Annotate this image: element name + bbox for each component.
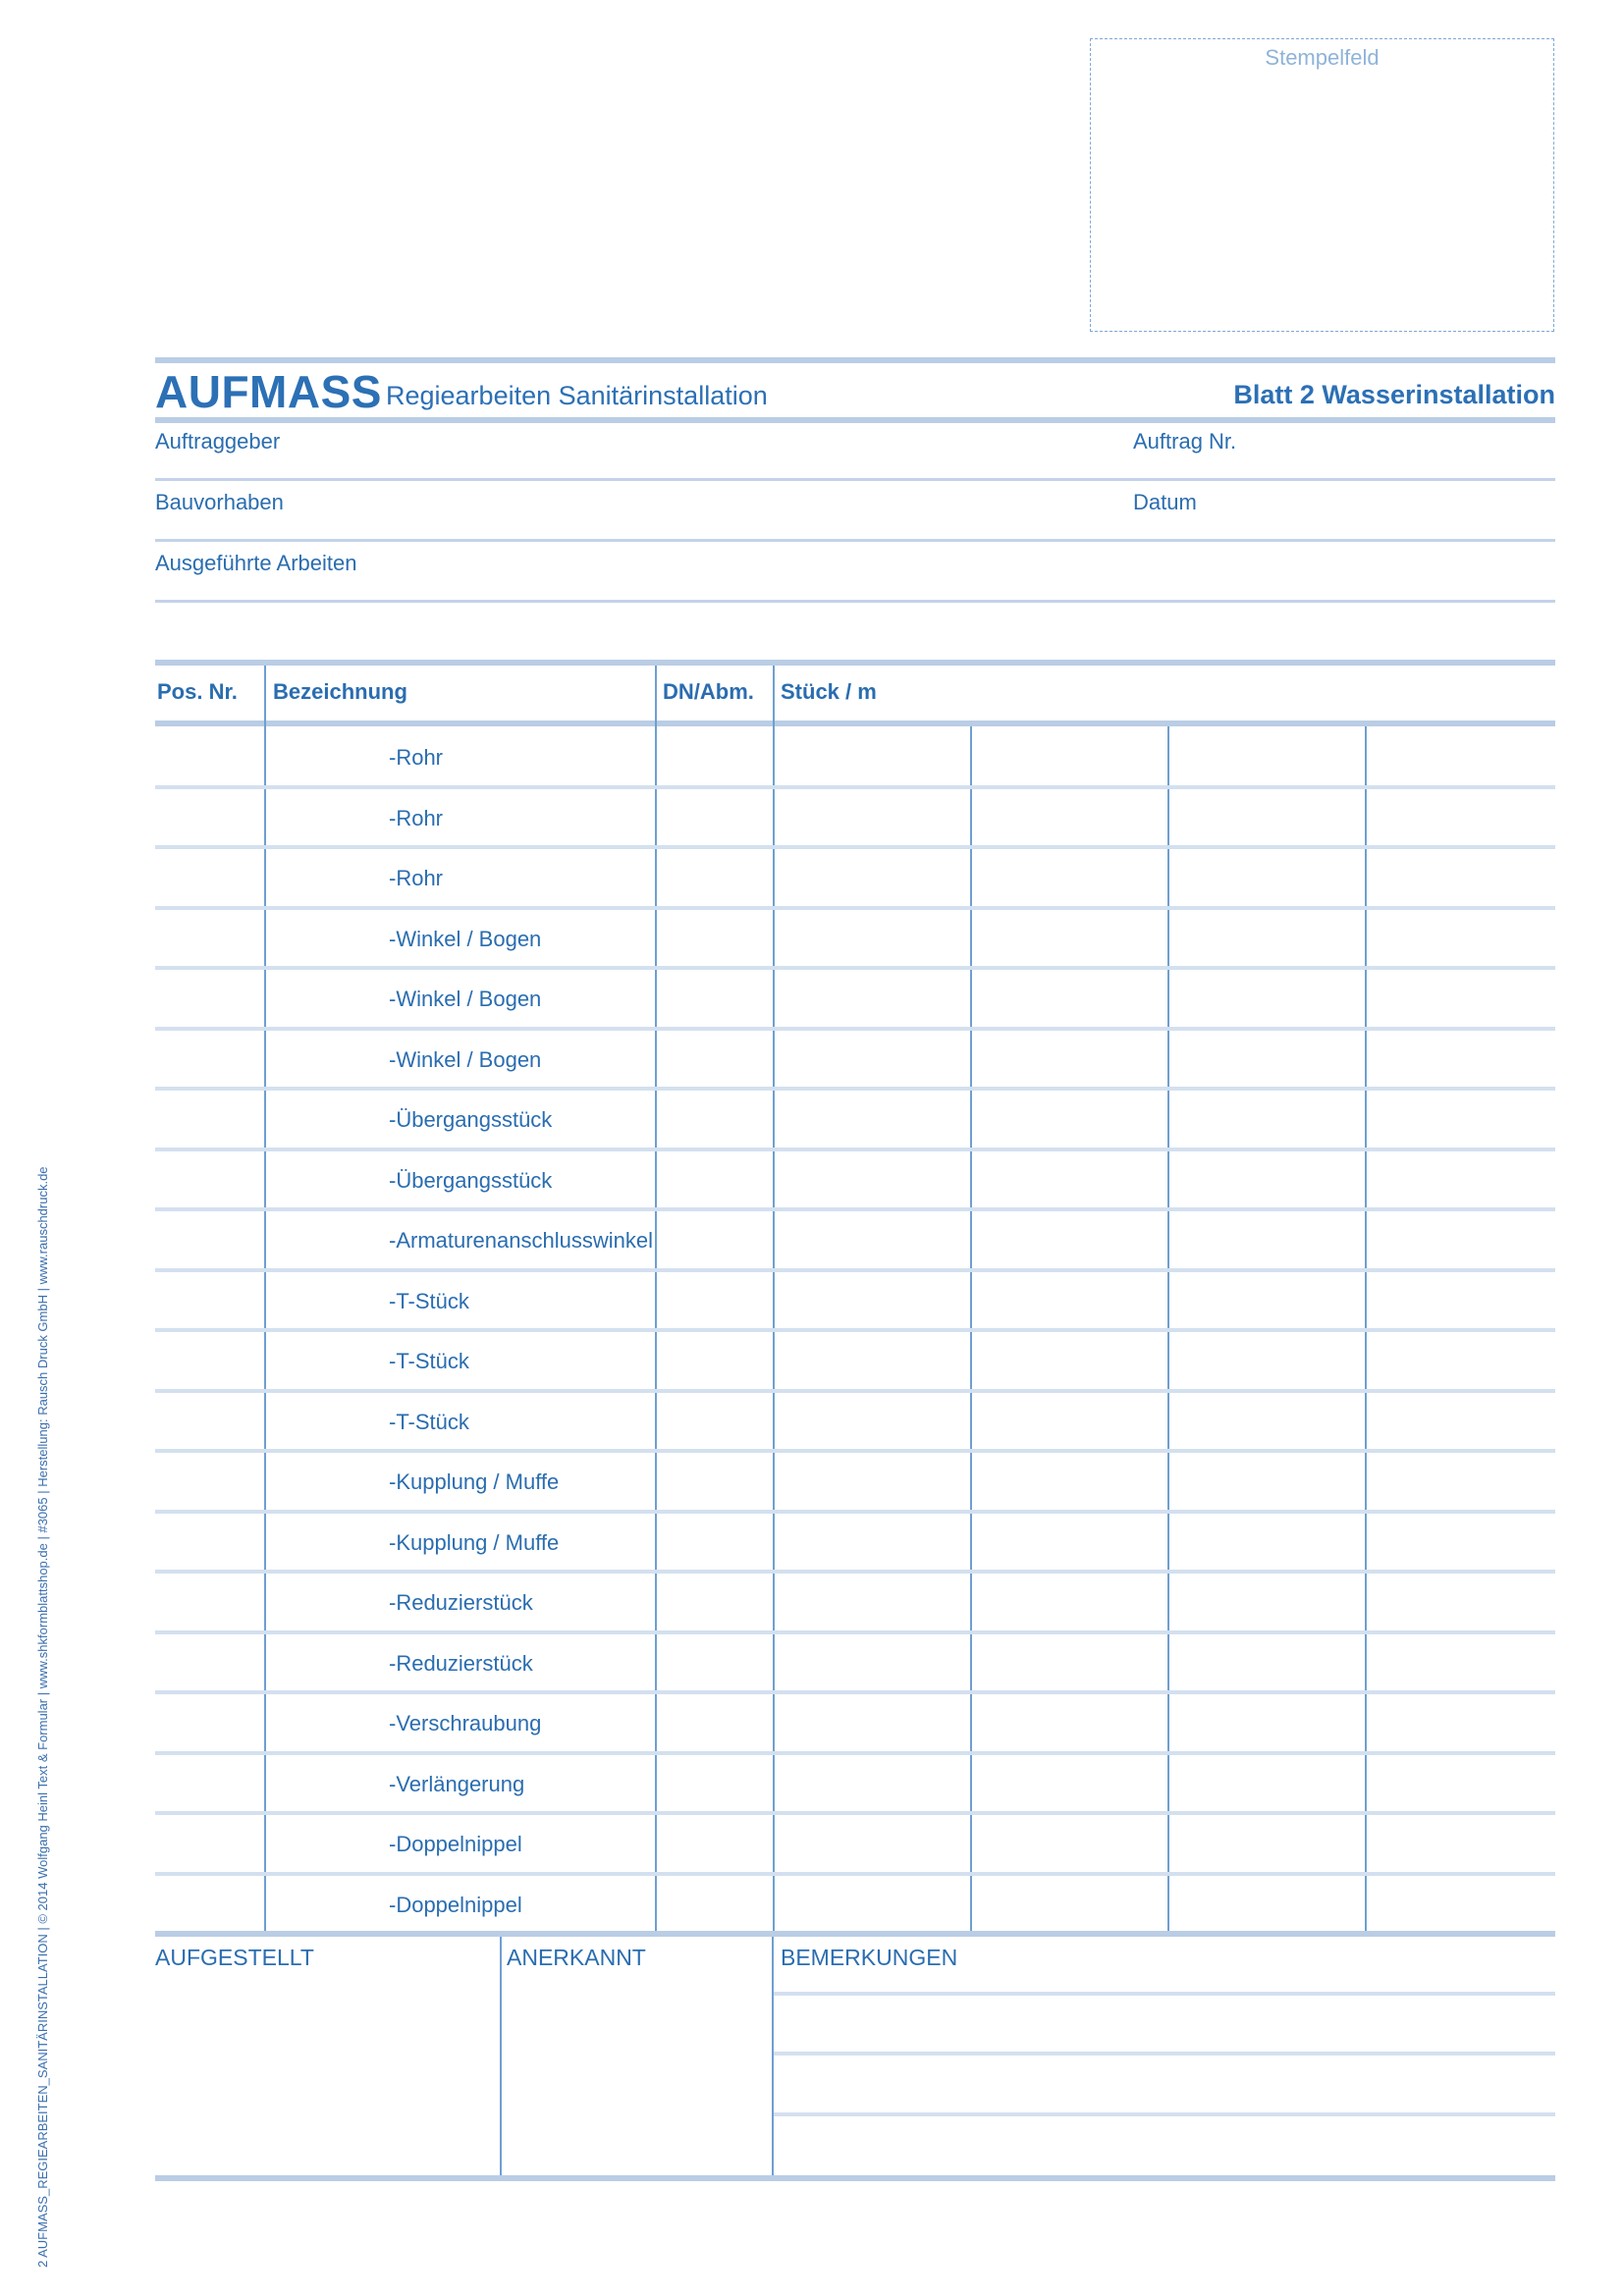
title-row <box>155 365 1555 416</box>
table-row-label: -Doppelnippel <box>389 1832 522 1856</box>
table-row-label: -Rohr <box>389 745 444 770</box>
footer-divider <box>772 1937 774 2177</box>
table-row-rule <box>155 1510 1555 1514</box>
table-row-label: -T-Stück <box>389 1409 469 1434</box>
header-top-rule <box>155 357 1555 363</box>
remarks-line <box>774 2112 1555 2116</box>
col-header-dn: DN/Abm. <box>663 679 754 704</box>
table-row-label: -Armaturenanschlusswinkel <box>389 1228 653 1253</box>
table-row-rule <box>155 1449 1555 1453</box>
col-header-qty: Stück / m <box>781 679 877 704</box>
table-row-rule <box>155 1027 1555 1031</box>
table-row-rule <box>155 1570 1555 1574</box>
table-row-rule <box>155 1690 1555 1694</box>
table-row-label: -Winkel / Bogen <box>389 926 542 951</box>
table-row-rule <box>155 1811 1555 1815</box>
table-row-rule <box>155 845 1555 849</box>
table-row-label: -Verschraubung <box>389 1711 542 1735</box>
footer-bottom-rule <box>155 2175 1555 2181</box>
project-field[interactable]: Bauvorhaben <box>155 490 284 514</box>
table-row-label: -Reduzierstück <box>389 1650 533 1676</box>
sheet-label: Blatt 2 Wasserinstallation <box>1233 380 1555 409</box>
footer-divider <box>500 1937 502 2177</box>
table-row-rule <box>155 1389 1555 1393</box>
header-bottom-rule <box>155 417 1555 423</box>
form-title: AUFMASS <box>155 366 382 417</box>
table-row-label: -Übergangsstück <box>389 1107 553 1132</box>
date-field[interactable]: Datum <box>1133 490 1197 514</box>
remarks-field[interactable]: BEMERKUNGEN <box>781 1945 958 1970</box>
remarks-line <box>774 1992 1555 1996</box>
table-row-label: -Kupplung / Muffe <box>389 1469 560 1494</box>
form-subtitle: Regiearbeiten Sanitärinstallation <box>386 381 768 410</box>
print-imprint: 2 AUFMASS_REGIEARBEITEN_SANITÄRINSTALLATION | © 2014 Wolfgang Heinl Text & Formular | www.shkformblattshop.de | #3065 | Herstellung: Rausch Druck GmbH | www.rauschdruck.de <box>35 1166 50 2268</box>
approved-field[interactable]: ANERKANNT <box>507 1945 646 1970</box>
table-row-rule <box>155 1268 1555 1272</box>
table-row-rule <box>155 785 1555 789</box>
table-header-rule <box>155 721 1555 726</box>
table-row-label: -Doppelnippel <box>389 1892 522 1917</box>
col-header-pos: Pos. Nr. <box>157 679 238 704</box>
table-row-label: -Verlängerung <box>389 1771 525 1796</box>
table-top-rule <box>155 660 1555 666</box>
table-row-label: -Rohr <box>389 866 444 890</box>
table-row-rule <box>155 1087 1555 1091</box>
table-row-rule <box>155 1630 1555 1634</box>
table-row-label: -Übergangsstück <box>389 1167 553 1193</box>
field-rule <box>155 478 1555 481</box>
table-row-rule <box>155 1207 1555 1211</box>
table-row-label: -Kupplung / Muffe <box>389 1529 560 1555</box>
table-row-label: -T-Stück <box>389 1349 469 1373</box>
table-row-label: -T-Stück <box>389 1288 469 1313</box>
table-row-rule <box>155 1751 1555 1755</box>
stamp-label: Stempelfeld <box>1265 45 1380 70</box>
field-rule <box>155 600 1555 603</box>
table-row-rule <box>155 1148 1555 1151</box>
col-divider <box>773 666 775 1932</box>
work-done-field[interactable]: Ausgeführte Arbeiten <box>155 551 357 575</box>
col-divider <box>655 666 657 1932</box>
table-row-rule <box>155 906 1555 910</box>
stamp-field <box>1090 38 1554 332</box>
col-header-desc: Bezeichnung <box>273 679 407 704</box>
col-divider <box>264 666 266 1932</box>
table-row-label: -Rohr <box>389 805 444 830</box>
table-row-rule <box>155 1872 1555 1876</box>
field-rule <box>155 539 1555 542</box>
footer-top-rule <box>155 1931 1555 1937</box>
client-field[interactable]: Auftraggeber <box>155 429 281 454</box>
table-row-label: -Winkel / Bogen <box>389 987 542 1011</box>
prepared-field[interactable]: AUFGESTELLT <box>155 1945 314 1970</box>
table-row-label: -Winkel / Bogen <box>389 1046 542 1072</box>
table-row-rule <box>155 966 1555 970</box>
table-row-label: -Reduzierstück <box>389 1590 533 1615</box>
remarks-line <box>774 2052 1555 2056</box>
order-number-field[interactable]: Auftrag Nr. <box>1133 429 1237 454</box>
table-row-rule <box>155 1328 1555 1332</box>
